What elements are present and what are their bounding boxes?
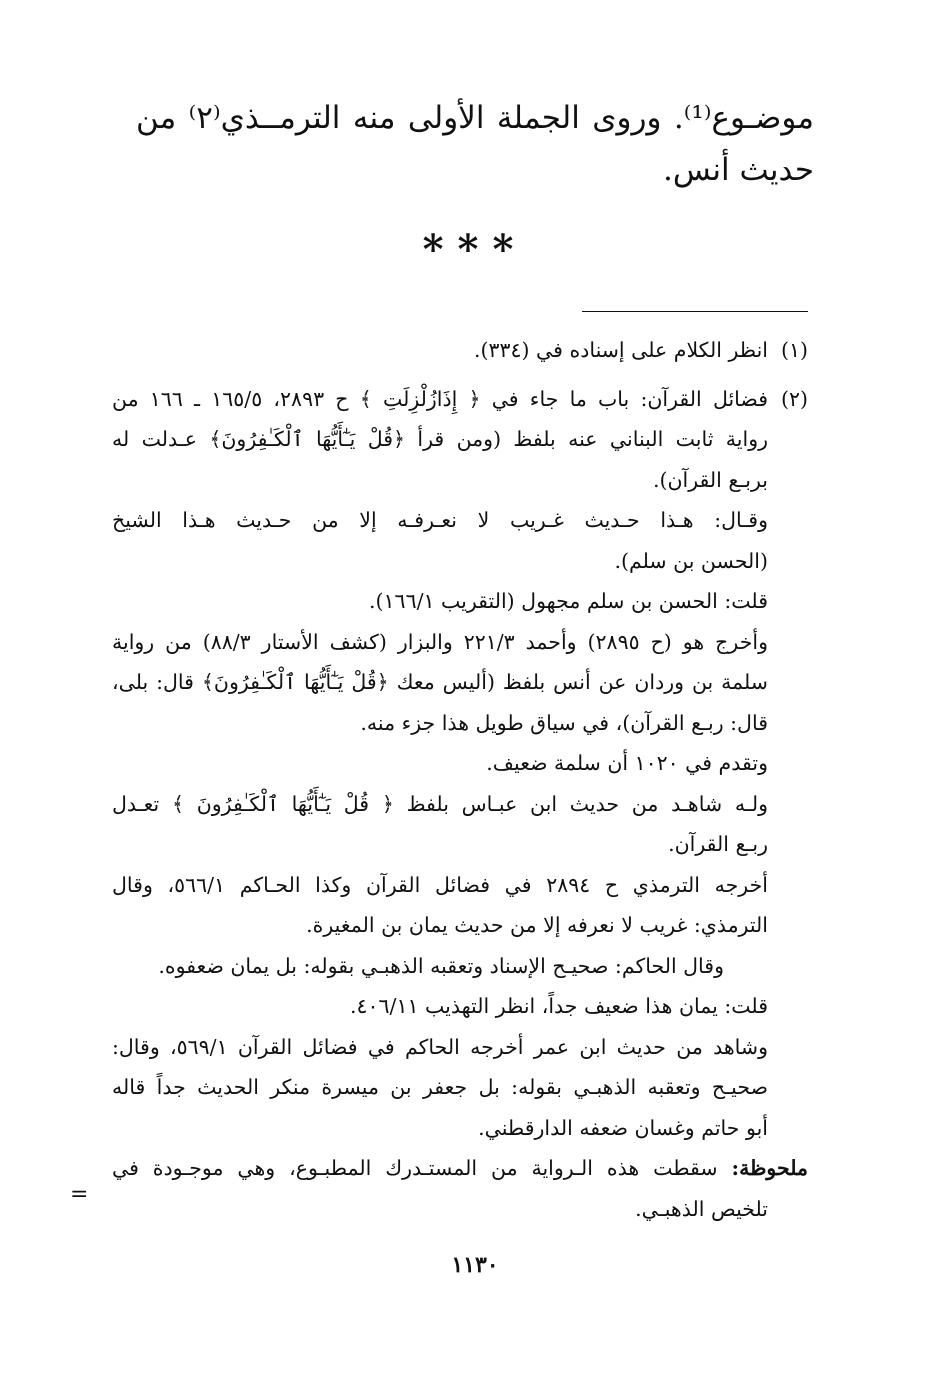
continuation-mark: = — [70, 1182, 89, 1207]
footnote-line: أبو حاتم وغسان ضعفه الدارقطني. — [478, 1115, 768, 1140]
footnote-2 — [112, 379, 808, 1149]
footnote-line: (الحسن بن سلم). — [614, 548, 768, 573]
footnote-line: وقال الحاكم: صحيـح الإسناد وتعقبه الذهبـي بقوله: بل يمان ضعفوه. — [158, 953, 724, 978]
footnote-note-end — [112, 1189, 808, 1230]
footnote-line: وقـال: هـذا حـديث غـريب لا نعـرفـه إلا من حـديث هـذا الشيخ — [112, 508, 768, 532]
footnote-line: قال: ربـع القرآن)، في سياق طويل هذا جزء منه. — [360, 710, 768, 735]
footnote-1-number: (١) — [780, 338, 808, 362]
footnote-line: رواية ثابت البناني عنه بلفظ (ومن قرأ ﴿قُلْ يَـٰٓأَيُّهَا ٱلْكَـٰفِرُونَ﴾ عـدلت له — [112, 427, 768, 451]
footnote-line: ربـع القرآن. — [668, 832, 768, 856]
footnote-line: قلت: الحسن بن سلم مجهول (التقريب ١٦٦/١). — [369, 589, 768, 613]
footnote-2-number: (٢) — [780, 386, 808, 411]
footnote-line: وشاهد من حديث ابن عمر أخرجه الحاكم في فضائل القرآن ٥٦٩/١، وقال: — [112, 1034, 768, 1059]
note-line — [112, 1148, 808, 1189]
footnote-1-text: انظر الكلام على إسناده في (٣٣٤). — [473, 338, 768, 362]
section-separator: *** — [422, 226, 528, 273]
main-text-line-1: موضـوع⁽¹⁾. وروى الجملة الأولى منه الترمــذي⁽٢⁾ من — [136, 100, 814, 136]
footnote-line: وتقدم في ١٠٢٠ أن سلمة ضعيف. — [486, 751, 768, 775]
note-last-line: تلخيص الذهبـي. — [635, 1196, 768, 1221]
footnote-line: صحيـح وتعقبه الذهبـي بقوله: بل جعفر بن ميسرة منكر الحديث جداً قاله — [112, 1075, 768, 1099]
footnote-line: ولـه شاهـد من حديث ابن عبـاس بلفظ ﴿ قُلْ يَـٰٓأَيُّهَا ٱلْكَـٰفِرُونَ ﴾ تعـدل — [112, 791, 768, 816]
footnote-note — [112, 1148, 808, 1189]
main-text — [136, 92, 814, 196]
footnote-rule — [582, 311, 808, 312]
footnotes — [112, 330, 808, 1229]
footnote-line: أخرجه الترمذي ح ٢٨٩٤ في فضائل القرآن وكذا الحـاكم ٥٦٦/١، وقال — [112, 872, 768, 897]
footnote-line: الترمذي: غريب لا نعرفه إلا من حديث يمان بن المغيرة. — [306, 913, 768, 937]
footnote-line: وأخرج هو (ح ٢٨٩٥) وأحمد ٢٢١/٣ والبزار (كشف الأستار ٨٨/٣) من رواية — [112, 629, 768, 654]
footnote-1 — [112, 330, 808, 371]
footnote-line: بربـع القرآن). — [652, 467, 768, 492]
footnote-line: سلمة بن وردان عن أنس بلفظ (أليس معك ﴿قُلْ يَـٰٓأَيُّهَا ٱلْكَـٰفِرُونَ﴾ قال: بلى، — [112, 670, 768, 694]
note-text: سقطت هذه الـرواية من المستـدرك المطبـوع، وهي موجـودة في — [112, 1156, 718, 1180]
note-label: ملحوظة: — [731, 1156, 808, 1180]
footnote-line: قلت: يمان هذا ضعيف جداً، انظر التهذيب ٤٠٦/١١. — [349, 994, 768, 1018]
footnote-line: فضائل القرآن: باب ما جاء في ﴿ إِذَازُلْزِلَتِ ﴾ ح ٢٨٩٣، ١٦٥/٥ ـ ١٦٦ من — [112, 386, 768, 411]
page-number: ١١٣٠ — [451, 1252, 499, 1278]
main-text-line-2: حديث أنس. — [663, 152, 814, 188]
